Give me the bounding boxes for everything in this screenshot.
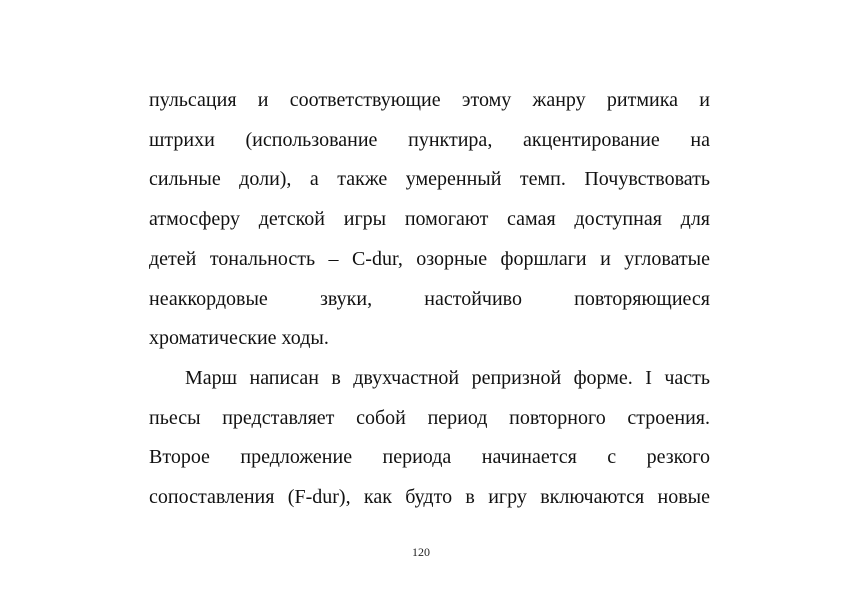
text-line-3: сильные доли), а также умеренный темп. Почувствовать [149,168,710,190]
text-line-7: хроматические ходы. [149,327,329,349]
text-line-10: Второе предложение периода начинается с резкого [149,446,710,468]
page-number: 120 [412,545,430,559]
text-line-9: пьесы представляет собой период повторного строения. [149,407,710,429]
text-line-4: атмосферу детской игры помогают самая доступная для [149,208,710,230]
text-line-6: неаккордовые звуки, настойчиво повторяющиеся [149,288,710,310]
text-line-8: Марш написан в двухчастной репризной форме. I часть [185,367,710,389]
text-line-5: детей тональность – C-dur, озорные форшлаги и угловатые [149,248,710,270]
text-line-11: сопоставления (F-dur), как будто в игру включаются новые [149,486,710,508]
text-line-1: пульсация и соответствующие этому жанру ритмика и [149,89,710,111]
text-line-2: штрихи (использование пунктира, акцентирование на [149,129,710,151]
